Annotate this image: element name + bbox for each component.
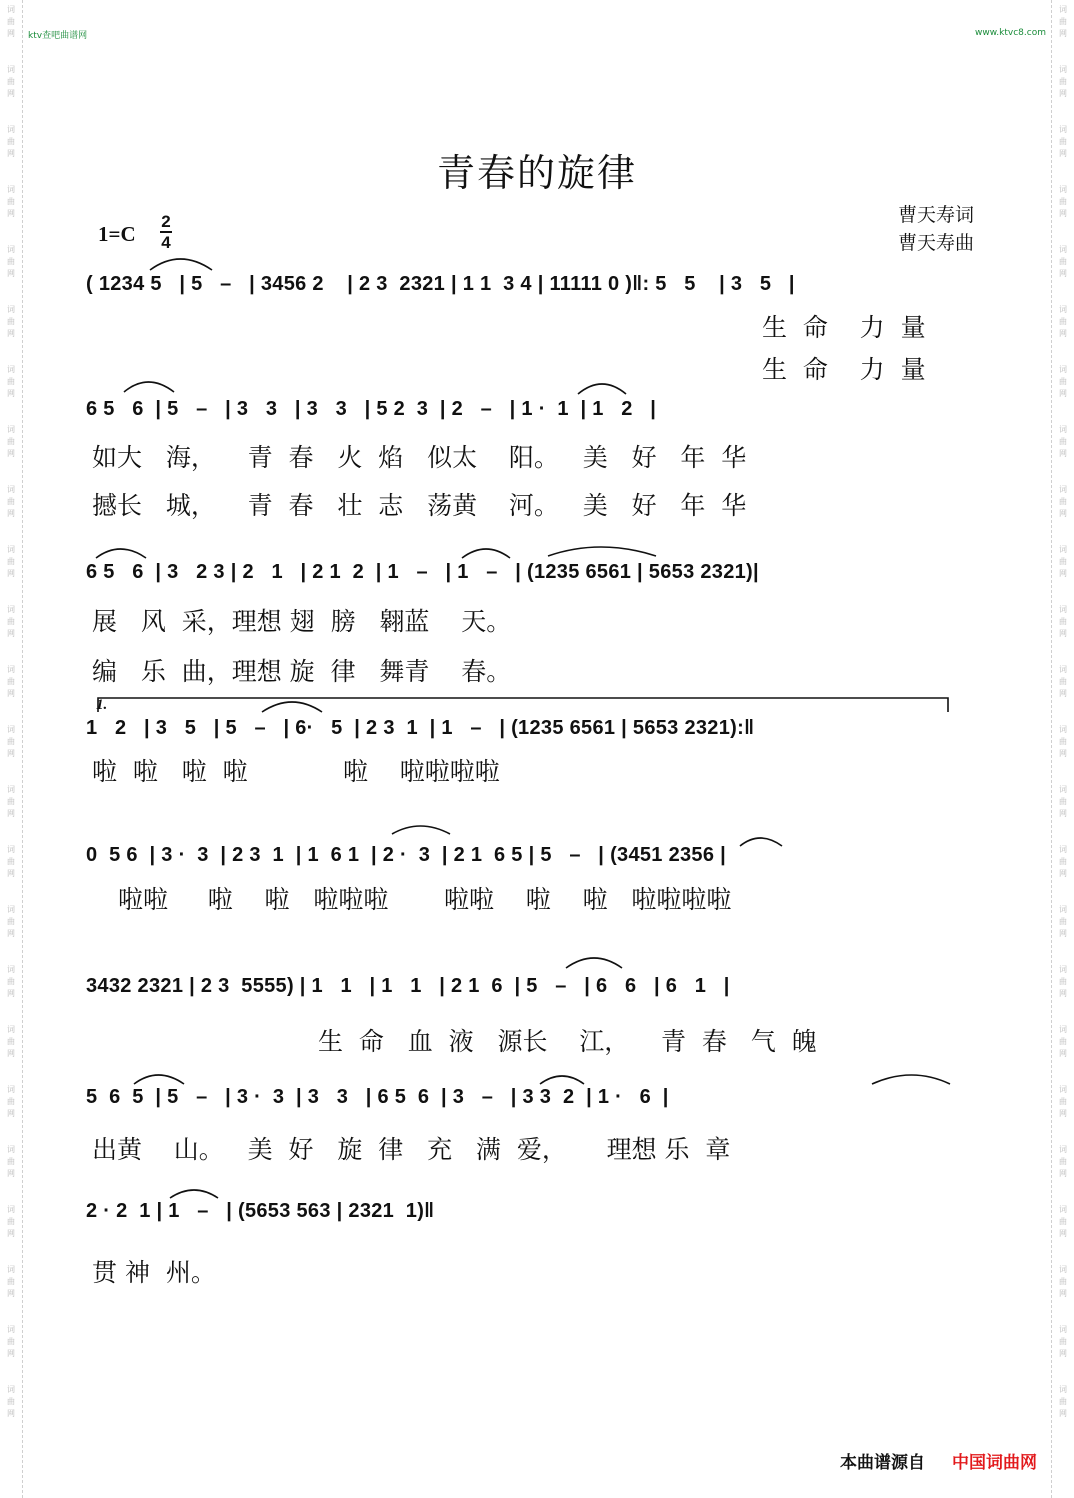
- side-watermark-text: 词曲网: [1059, 1085, 1067, 1118]
- tie: [170, 1190, 218, 1198]
- side-watermark-text: 词曲网: [7, 785, 15, 818]
- footer-source-label: 本曲谱源自: [840, 1453, 925, 1473]
- header-right-site[interactable]: www.ktvc8.com: [975, 28, 1046, 38]
- lyricist-credit: 曹天寿词: [897, 204, 974, 226]
- lyric-line-8: 贯 神 州。: [92, 1258, 216, 1287]
- side-watermark-text: 词曲网: [7, 545, 15, 578]
- side-watermark-text: 词曲网: [7, 365, 15, 398]
- side-watermark-text: 词曲网: [1059, 845, 1067, 878]
- lyric-line-4: 啦 啦 啦 啦 啦 啦啦啦啦: [92, 757, 500, 786]
- notation-line-6: 3432 2321 | 2 3 5555) | 1 1 | 1 1 | 2 1 6 | 5 – | 6 6 | 6 1 |: [86, 975, 730, 997]
- volta-first-ending: 1.: [96, 697, 108, 713]
- side-watermark-text: 词曲网: [1059, 1205, 1067, 1238]
- side-watermark-text: 词曲网: [7, 1205, 15, 1238]
- side-watermark-text: 词曲网: [1059, 1265, 1067, 1298]
- side-watermark-text: 词曲网: [7, 665, 15, 698]
- side-watermark-text: 词曲网: [7, 125, 15, 158]
- side-watermark-text: 词曲网: [7, 245, 15, 278]
- lyric-line-6: 生 命 血 液 源长 江， 青 春 气 魄: [318, 1027, 817, 1056]
- notation-line-3: 6 5 6 | 3 2 3 | 2 1 | 2 1 2 | 1 – | 1 – | (1235 6561 | 5653 2321)|: [86, 561, 759, 583]
- lyric-line-3-verse-2: 编 乐 曲，理想 旋 律 舞青 春。: [92, 657, 512, 686]
- side-watermark-text: 词曲网: [7, 845, 15, 878]
- side-watermark-text: 词曲网: [7, 1145, 15, 1178]
- side-watermark-text: 词曲网: [7, 1385, 15, 1418]
- slur: [740, 838, 782, 846]
- slur: [262, 702, 322, 712]
- side-watermark-text: 词曲网: [7, 305, 15, 338]
- side-watermark-text: 词曲网: [1059, 125, 1067, 158]
- side-watermark-text: 词曲网: [1059, 485, 1067, 518]
- slur: [150, 259, 212, 270]
- tie: [548, 547, 656, 556]
- notation-line-7: 5 6 5 | 5 – | 3 · 3 | 3 3 | 6 5 6 | 3 – | 3 3 2 | 1 · 6 |: [86, 1086, 669, 1108]
- side-watermark-text: 词曲网: [7, 5, 15, 38]
- side-watermark-text: 词曲网: [1059, 1325, 1067, 1358]
- notation-line-4: 1 2 | 3 5 | 5 – | 6· 5 | 2 3 1 | 1 – | (1235 6561 | 5653 2321):‖: [86, 717, 755, 739]
- side-watermark-text: 词曲网: [1059, 305, 1067, 338]
- side-watermark-text: 词曲网: [7, 65, 15, 98]
- key-signature: 1=C: [98, 222, 136, 246]
- side-watermark-text: 词曲网: [1059, 5, 1067, 38]
- side-watermark-text: 词曲网: [7, 1085, 15, 1118]
- side-watermark-text: 词曲网: [7, 185, 15, 218]
- lyric-line-1-verse-1: 生 命 力 量: [762, 313, 926, 342]
- side-watermark-text: 词曲网: [1059, 725, 1067, 758]
- slur: [578, 384, 626, 394]
- slur: [462, 549, 510, 558]
- slur: [124, 382, 174, 392]
- slur: [96, 549, 146, 558]
- side-watermark-text: 词曲网: [7, 725, 15, 758]
- tie: [872, 1075, 950, 1084]
- lyric-line-2-verse-1: 如大 海， 青 春 火 焰 似太 阳。 美 好 年 华: [92, 443, 747, 472]
- footer-source-site[interactable]: 中国词曲网: [952, 1453, 1037, 1473]
- notation-line-2: 6 5 6 | 5 – | 3 3 | 3 3 | 5 2 3 | 2 – | 1 · 1 | 1 2 |: [86, 398, 657, 420]
- side-watermark-text: 词曲网: [1059, 785, 1067, 818]
- side-watermark-text: 词曲网: [1059, 965, 1067, 998]
- side-watermark-text: 词曲网: [1059, 365, 1067, 398]
- side-watermark-text: 词曲网: [7, 1265, 15, 1298]
- time-signature-bottom: 4: [161, 233, 171, 252]
- side-watermark-text: 词曲网: [1059, 545, 1067, 578]
- notation-line-5: 0 5 6 | 3 · 3 | 2 3 1 | 1 6 1 | 2 · 3 | 2 1 6 5 | 5 – | (3451 2356 |: [86, 844, 727, 866]
- side-watermark-text: 词曲网: [1059, 605, 1067, 638]
- side-watermark-text: 词曲网: [1059, 1025, 1067, 1058]
- side-watermark-text: 词曲网: [1059, 905, 1067, 938]
- side-watermark-text: 词曲网: [7, 1325, 15, 1358]
- side-watermark-text: 词曲网: [1059, 665, 1067, 698]
- side-watermark-text: 词曲网: [7, 965, 15, 998]
- song-title: 青春的旋律: [436, 151, 637, 195]
- composer-credit: 曹天寿曲: [897, 232, 974, 254]
- side-watermark-text: 词曲网: [7, 905, 15, 938]
- slur: [540, 1076, 584, 1084]
- side-watermark-text: 词曲网: [7, 1025, 15, 1058]
- volta-bracket: [98, 698, 948, 712]
- side-watermark-text: 词曲网: [7, 605, 15, 638]
- side-watermark-text: 词曲网: [1059, 425, 1067, 458]
- notation-line-8: 2 · 2 1 | 1 – | (5653 563 | 2321 1)‖: [86, 1200, 435, 1222]
- tie: [392, 826, 450, 834]
- lyric-line-3-verse-1: 展 风 采，理想 翅 膀 翱蓝 天。: [92, 607, 512, 636]
- slur: [566, 958, 622, 968]
- lyric-line-5: 啦啦 啦 啦 啦啦啦 啦啦 啦 啦 啦啦啦啦: [118, 885, 732, 914]
- time-signature-top: 2: [161, 212, 171, 231]
- lyric-line-2-verse-2: 撼长 城， 青 春 壮 志 荡黄 河。 美 好 年 华: [92, 491, 747, 520]
- lyric-line-7: 出黄 山。 美 好 旋 律 充 满 爱， 理想 乐 章: [92, 1135, 731, 1164]
- notation-line-1: ( 1234 5 | 5 – | 3456 2 | 2 3 2321 | 1 1 3 4 | 11111 0 )‖: 5 5 | 3 5 |: [86, 273, 795, 295]
- lyric-line-1-verse-2: 生 命 力 量: [762, 355, 926, 384]
- side-watermark-text: 词曲网: [1059, 185, 1067, 218]
- side-watermark-text: 词曲网: [1059, 1145, 1067, 1178]
- side-watermark-text: 词曲网: [1059, 65, 1067, 98]
- side-watermark-text: 词曲网: [1059, 1385, 1067, 1418]
- header-left-site[interactable]: ktv查吧曲谱网: [28, 31, 88, 41]
- slur: [134, 1075, 184, 1084]
- side-watermark-text: 词曲网: [1059, 245, 1067, 278]
- side-watermark-text: 词曲网: [7, 425, 15, 458]
- side-watermark-text: 词曲网: [7, 485, 15, 518]
